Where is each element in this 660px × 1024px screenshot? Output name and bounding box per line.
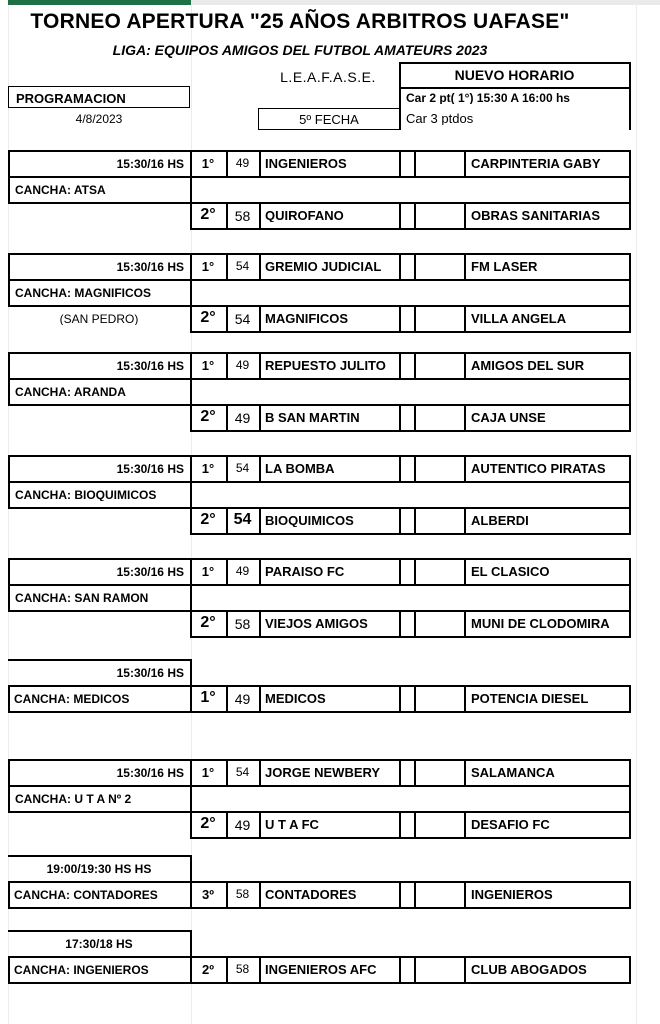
grid-border	[8, 711, 192, 713]
match-order: 2º	[202, 963, 214, 976]
grid-border	[464, 305, 466, 333]
grid-border	[190, 785, 192, 813]
match-order: 1°	[201, 565, 215, 578]
grid-border	[190, 507, 631, 509]
grid-border	[629, 785, 631, 813]
match-time: 15:30/16 HS	[116, 566, 184, 578]
home-team: REPUESTO JULITO	[265, 359, 386, 372]
away-team: CLUB ABOGADOS	[471, 963, 587, 976]
grid-border	[8, 759, 192, 761]
grid-border	[629, 253, 631, 281]
match-order: 2°	[200, 615, 216, 631]
venue-note: (SAN PEDRO)	[59, 313, 139, 325]
grid-border	[464, 558, 466, 586]
grid-border	[629, 404, 631, 432]
grid-border	[190, 378, 631, 380]
grid-border	[259, 610, 261, 638]
grid-border	[464, 956, 466, 984]
venue-label: CANCHA: MAGNIFICOS	[15, 287, 151, 299]
match-category: 54	[233, 512, 252, 528]
grid-border	[629, 558, 631, 586]
match-category: 49	[234, 818, 251, 832]
home-team: MAGNIFICOS	[265, 312, 349, 325]
grid-border	[190, 584, 631, 586]
home-team: LA BOMBA	[265, 462, 335, 475]
grid-border	[8, 956, 10, 984]
home-team: VIEJOS AMIGOS	[265, 617, 368, 630]
grid-border	[190, 150, 631, 152]
grid-border	[629, 811, 631, 839]
sheet-active-tab-bar	[8, 0, 191, 5]
grid-border	[414, 455, 416, 483]
grid-line	[636, 5, 637, 1024]
grid-border	[8, 481, 10, 509]
grid-border	[190, 711, 631, 713]
grid-border	[8, 659, 192, 661]
grid-border	[414, 558, 416, 586]
match-order: 1°	[201, 260, 215, 273]
grid-border	[8, 253, 192, 255]
grid-border	[464, 253, 466, 281]
away-team: FM LASER	[471, 260, 538, 273]
away-team: EL CLASICO	[471, 565, 550, 578]
grid-border	[629, 150, 631, 178]
fecha-label: 5º FECHA	[299, 113, 359, 126]
grid-border	[190, 352, 631, 354]
grid-border	[190, 685, 631, 687]
date-label: 4/8/2023	[75, 113, 123, 125]
venue-label: CANCHA: ATSA	[15, 184, 106, 196]
grid-border	[190, 956, 631, 958]
grid-border	[464, 404, 466, 432]
match-category: 49	[235, 157, 250, 169]
grid-border	[8, 785, 192, 787]
grid-border	[190, 455, 631, 457]
venue-label: CANCHA: MEDICOS	[14, 693, 130, 705]
match-order: 2°	[200, 207, 216, 223]
match-order: 1°	[201, 157, 215, 170]
match-category: 54	[234, 312, 251, 326]
grid-border	[8, 481, 192, 483]
match-category: 54	[235, 766, 250, 778]
grid-border	[8, 378, 192, 380]
grid-border	[8, 785, 10, 813]
grid-border	[414, 610, 416, 638]
grid-border	[399, 610, 401, 638]
grid-border	[190, 759, 631, 761]
match-order: 3º	[202, 888, 214, 901]
grid-border	[8, 352, 192, 354]
match-category: 58	[235, 888, 250, 900]
grid-border	[8, 150, 192, 152]
grid-border	[464, 811, 466, 839]
grid-border	[190, 404, 631, 406]
grid-border	[190, 202, 631, 204]
grid-border	[8, 378, 10, 406]
grid-border	[190, 430, 631, 432]
grid-border	[190, 930, 192, 958]
grid-border	[464, 455, 466, 483]
match-time: 15:30/16 HS	[116, 667, 184, 679]
away-team: CAJA UNSE	[471, 411, 546, 424]
match-order: 1°	[200, 690, 216, 706]
venue-label: CANCHA: CONTADORES	[14, 889, 158, 901]
home-team: QUIROFANO	[265, 209, 344, 222]
grid-border	[190, 176, 631, 178]
grid-border	[399, 685, 401, 713]
grid-border	[8, 881, 192, 883]
grid-border	[190, 659, 192, 687]
grid-border	[399, 305, 401, 333]
grid-border	[414, 202, 416, 230]
grid-border	[399, 202, 401, 230]
grid-border	[8, 584, 10, 612]
match-category: 58	[234, 209, 251, 223]
grid-border	[414, 352, 416, 380]
home-team: CONTADORES	[265, 888, 357, 901]
grid-border	[399, 507, 401, 535]
programacion-label: PROGRAMACION	[16, 92, 126, 105]
grid-border	[464, 352, 466, 380]
grid-border	[8, 584, 192, 586]
grid-border	[190, 837, 631, 839]
grid-border	[259, 352, 261, 380]
home-team: PARAISO FC	[265, 565, 345, 578]
grid-border	[190, 855, 192, 883]
grid-border	[414, 150, 416, 178]
grid-border	[8, 279, 192, 281]
grid-border	[190, 279, 192, 307]
grid-border	[190, 228, 631, 230]
grid-border	[190, 331, 631, 333]
grid-border	[629, 584, 631, 612]
match-category: 54	[235, 462, 250, 474]
league-subtitle: LIGA: EQUIPOS AMIGOS DEL FUTBOL AMATEURS 2023	[112, 42, 488, 58]
grid-border	[8, 930, 192, 932]
match-order: 2°	[200, 512, 216, 528]
grid-border	[8, 176, 192, 178]
grid-border	[8, 907, 192, 909]
sheet-header-bar	[191, 0, 660, 5]
away-team: MUNI DE CLODOMIRA	[471, 617, 610, 630]
grid-border	[190, 279, 631, 281]
grid-border	[414, 507, 416, 535]
grid-border	[190, 636, 631, 638]
home-team: U T A FC	[265, 818, 319, 831]
grid-border	[464, 881, 466, 909]
grid-border	[259, 455, 261, 483]
venue-label: CANCHA: SAN RAMON	[15, 592, 149, 604]
grid-border	[190, 584, 192, 612]
grid-border	[414, 404, 416, 432]
match-category: 49	[235, 359, 250, 371]
schedule-line-1: Car 2 pt( 1°) 15:30 A 16:00 hs	[406, 92, 570, 104]
grid-border	[259, 507, 261, 535]
grid-border	[259, 759, 261, 787]
grid-border	[464, 150, 466, 178]
home-team: JORGE NEWBERY	[265, 766, 381, 779]
grid-border	[8, 956, 192, 958]
grid-border	[8, 855, 192, 857]
match-order: 1°	[201, 359, 215, 372]
match-time: 17:30/18 HS	[65, 938, 133, 950]
away-team: AMIGOS DEL SUR	[471, 359, 585, 372]
grid-border	[190, 481, 192, 509]
grid-border	[190, 558, 631, 560]
grid-border	[399, 759, 401, 787]
grid-border	[190, 610, 631, 612]
grid-border	[8, 176, 10, 204]
match-order: 2°	[200, 816, 216, 832]
grid-border	[399, 811, 401, 839]
home-team: MEDICOS	[265, 692, 326, 705]
grid-border	[8, 881, 10, 909]
grid-border	[399, 881, 401, 909]
venue-label: CANCHA: ARANDA	[15, 386, 126, 398]
grid-border	[190, 881, 631, 883]
grid-border	[8, 279, 10, 307]
grid-border	[629, 481, 631, 509]
match-time: 19:00/19:30 HS HS	[46, 863, 152, 875]
grid-border	[629, 759, 631, 787]
grid-border	[259, 956, 261, 984]
match-category: 49	[234, 692, 251, 706]
home-team: GREMIO JUDICIAL	[265, 260, 382, 273]
match-time: 15:30/16 HS	[116, 463, 184, 475]
home-team: INGENIEROS AFC	[265, 963, 377, 976]
grid-border	[8, 982, 192, 984]
grid-border	[399, 404, 401, 432]
grid-border	[259, 253, 261, 281]
match-time: 15:30/16 HS	[116, 767, 184, 779]
grid-border	[629, 378, 631, 406]
grid-border	[464, 685, 466, 713]
grid-border	[464, 507, 466, 535]
away-team: ALBERDI	[471, 514, 529, 527]
grid-border	[259, 685, 261, 713]
match-order: 2°	[200, 310, 216, 326]
grid-border	[414, 305, 416, 333]
match-category: 49	[234, 411, 251, 425]
grid-border	[414, 685, 416, 713]
grid-border	[629, 176, 631, 204]
grid-border	[190, 982, 631, 984]
grid-border	[190, 811, 631, 813]
match-category: 54	[235, 260, 250, 272]
grid-border	[259, 305, 261, 333]
grid-border	[399, 558, 401, 586]
away-team: AUTENTICO PIRATAS	[471, 462, 606, 475]
grid-border	[190, 533, 631, 535]
match-time: 15:30/16 HS	[116, 261, 184, 273]
grid-border	[414, 881, 416, 909]
away-team: CARPINTERIA GABY	[471, 157, 601, 170]
match-category: 49	[235, 565, 250, 577]
grid-border	[399, 956, 401, 984]
away-team: INGENIEROS	[471, 888, 553, 901]
grid-border	[464, 610, 466, 638]
grid-border	[190, 378, 192, 406]
grid-border	[629, 507, 631, 535]
schedule-box-divider	[399, 87, 630, 89]
grid-border	[259, 811, 261, 839]
grid-border	[259, 881, 261, 909]
grid-border	[629, 352, 631, 380]
grid-border	[414, 759, 416, 787]
match-time: 15:30/16 HS	[116, 360, 184, 372]
schedule-title: NUEVO HORARIO	[454, 68, 575, 82]
away-team: OBRAS SANITARIAS	[471, 209, 601, 222]
grid-border	[399, 455, 401, 483]
grid-border	[464, 202, 466, 230]
home-team: BIOQUIMICOS	[265, 514, 354, 527]
grid-border	[399, 253, 401, 281]
grid-border	[190, 785, 631, 787]
grid-border	[190, 176, 192, 204]
grid-border	[629, 685, 631, 713]
grid-border	[190, 907, 631, 909]
grid-border	[414, 956, 416, 984]
match-category: 58	[235, 963, 250, 975]
grid-border	[8, 558, 192, 560]
org-label: L.E.A.F.A.S.E.	[280, 70, 376, 84]
grid-border	[629, 881, 631, 909]
grid-border	[259, 404, 261, 432]
away-team: DESAFIO FC	[471, 818, 550, 831]
grid-border	[8, 455, 192, 457]
away-team: VILLA ANGELA	[471, 312, 567, 325]
away-team: POTENCIA DIESEL	[471, 692, 589, 705]
match-order: 1°	[201, 462, 215, 475]
grid-border	[414, 253, 416, 281]
grid-border	[414, 811, 416, 839]
schedule-box-right	[629, 62, 631, 130]
schedule-box-top	[399, 62, 630, 64]
venue-label: CANCHA: INGENIEROS	[14, 964, 149, 976]
grid-border	[8, 685, 192, 687]
grid-border	[190, 253, 631, 255]
home-team: B SAN MARTIN	[265, 411, 360, 424]
grid-border	[629, 305, 631, 333]
venue-label: CANCHA: BIOQUIMICOS	[15, 489, 157, 501]
grid-border	[629, 610, 631, 638]
grid-border	[259, 558, 261, 586]
grid-border	[190, 481, 631, 483]
grid-border	[259, 150, 261, 178]
page-title: TORNEO APERTURA "25 AÑOS ARBITROS UAFASE"	[30, 10, 570, 33]
grid-border	[629, 455, 631, 483]
grid-border	[8, 685, 10, 713]
match-order: 1°	[201, 766, 215, 779]
match-time: 15:30/16 HS	[116, 158, 184, 170]
grid-border	[464, 759, 466, 787]
match-category: 58	[234, 617, 251, 631]
grid-border	[259, 202, 261, 230]
schedule-line-2: Car 3 ptdos	[406, 112, 474, 125]
grid-border	[399, 150, 401, 178]
away-team: SALAMANCA	[471, 766, 555, 779]
venue-label: CANCHA: U T A Nº 2	[15, 793, 132, 805]
grid-border	[399, 352, 401, 380]
grid-border	[629, 202, 631, 230]
grid-border	[629, 279, 631, 307]
home-team: INGENIEROS	[265, 157, 347, 170]
grid-border	[629, 956, 631, 984]
match-order: 2°	[200, 409, 216, 425]
grid-border	[190, 305, 631, 307]
